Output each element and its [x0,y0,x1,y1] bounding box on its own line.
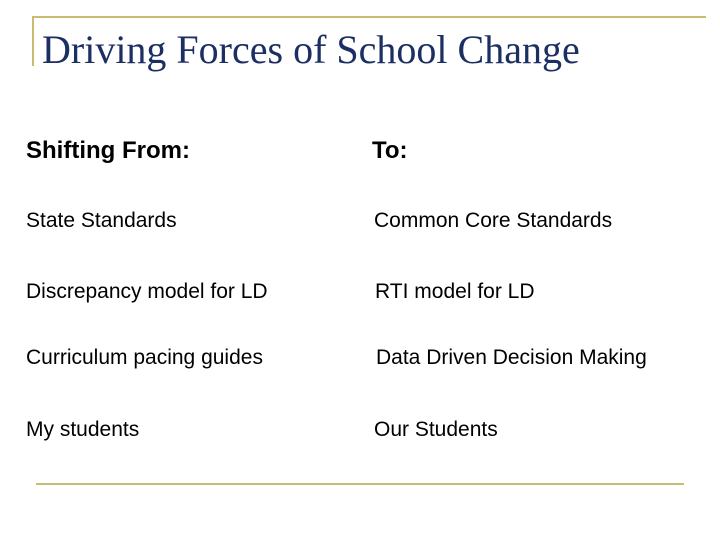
row-4-from: My students [26,418,140,441]
bottom-border-line [36,483,684,485]
header-to: To: [372,137,408,164]
row-4-to: Our Students [374,418,498,441]
left-border-line [32,16,34,66]
slide-title: Driving Forces of School Change [42,27,580,72]
row-2-to: RTI model for LD [375,280,535,303]
row-1-to: Common Core Standards [374,209,613,232]
row-3-to: Data Driven Decision Making [376,346,647,369]
row-2-from: Discrepancy model for LD [26,280,268,303]
top-border-line [32,16,706,18]
row-3-from: Curriculum pacing guides [26,346,263,369]
row-1-from: State Standards [26,209,177,232]
header-shifting-from: Shifting From: [26,137,190,164]
